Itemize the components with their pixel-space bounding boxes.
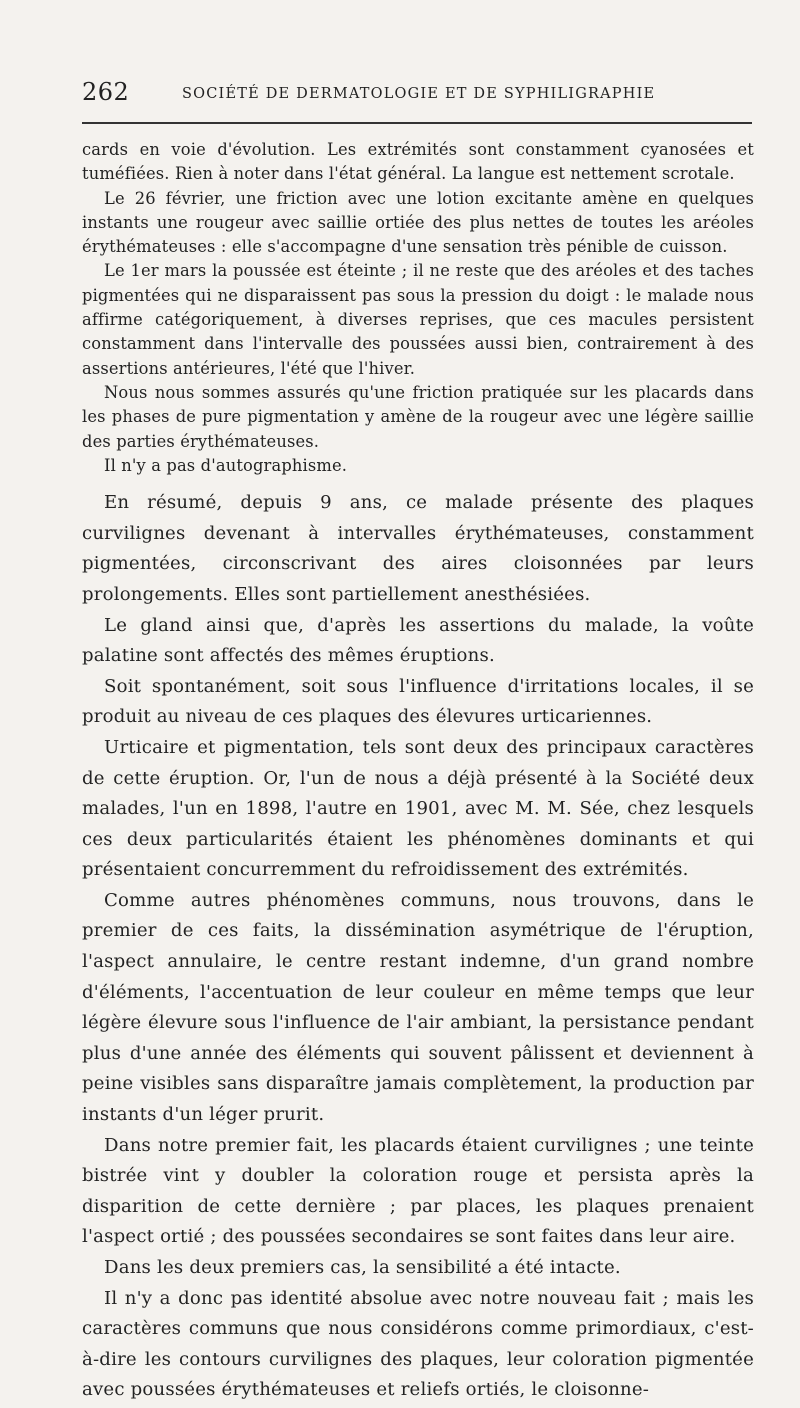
- summary-block: [82, 488, 754, 1406]
- paragraph: Dans notre premier fait, les placards étaient curvilignes ; une teinte bistrée vint y doubler la coloration rouge et persista après la disparition de cette dernière ; par places, les plaques prenaient l'aspect ortié ; des poussées secondaires se sont faites dans leur aire.: [82, 1134, 754, 1248]
- paragraph: Il n'y a donc pas identité absolue avec notre nouveau fait ; mais les caractères communs que nous considérons comme primordiaux, c'est-à-dire les contours curvilignes des plaques, leur coloration pigmentée avec poussées érythémateuses et reliefs ortiés, le cloisonne-: [82, 1287, 754, 1401]
- paragraph: En résumé, depuis 9 ans, ce malade présente des plaques curvilignes devenant à intervalles érythémateuses, constamment pigmentées, circonscrivant des aires cloisonnées par leurs prolongements. Elles sont partiellement anesthésiées.: [82, 492, 754, 605]
- running-title: SOCIÉTÉ DE DERMATOLOGIE ET DE SYPHILIGRAPHIE: [182, 86, 656, 102]
- page-header: [82, 78, 752, 118]
- paragraph: Urticaire et pigmentation, tels sont deux des principaux caractères de cette éruption. Or, l'un de nous a déjà présenté à la Société deux malades, l'un en 1898, l'autre en 1901, avec M. M. Sée, chez lesquels ces deux particularités étaient les phénomènes dominants et qui présentaient concurremment du refroidissement des extrémités.: [82, 736, 754, 881]
- paragraph: Le gland ainsi que, d'après les assertions du malade, la voûte palatine sont affectés des mêmes éruptions.: [82, 614, 754, 667]
- paragraph: Le 1er mars la poussée est éteinte ; il ne reste que des aréoles et des taches pigmentées qui ne disparaissent pas sous la pression du doigt : le malade nous affirme catégoriquement, à diverses reprises, que ces macules persistent constamment dans l'intervalle des poussées aussi bien, contrairement à des assertions antérieures, l'été que l'hiver.: [82, 261, 754, 378]
- paragraph: cards en voie d'évolution. Les extrémités sont constamment cyanosées et tuméfiées. Rien à noter dans l'état général. La langue est nettement scrotale.: [82, 140, 754, 184]
- paragraph: Le 26 février, une friction avec une lotion excitante amène en quelques instants une rougeur avec saillie ortiée des plus nettes de toutes les aréoles érythémateuses : elle s'accompagne d'une sensation très pénible de cuisson.: [82, 188, 754, 257]
- paragraph: Dans les deux premiers cas, la sensibilité a été intacte.: [104, 1257, 621, 1278]
- page-number: 262: [82, 78, 130, 106]
- paragraph: Soit spontanément, soit sous l'influence d'irritations locales, il se produit au niveau de ces plaques des élevures urticariennes.: [82, 675, 754, 728]
- body-text: [82, 138, 754, 1406]
- header-rule: [82, 122, 752, 124]
- paragraph: Nous nous sommes assurés qu'une friction pratiquée sur les placards dans les phases de pure pigmentation y amène de la rougeur avec une légère saillie des parties érythémateuses.: [82, 382, 754, 451]
- case-observation-block: [82, 138, 754, 478]
- paragraph: Comme autres phénomènes communs, nous trouvons, dans le premier de ces faits, la dissémination asymétrique de l'éruption, l'aspect annulaire, le centre restant indemne, d'un grand nombre d'éléments, l'accentuation de leur couleur en même temps que leur légère élevure sous l'influence de l'air ambiant, la persistance pendant plus d'une année des éléments qui souvent pâlissent et deviennent à peine visibles sans disparaître jamais complètement, la production par instants d'un léger prurit.: [82, 889, 754, 1126]
- paragraph: Il n'y a pas d'autographisme.: [104, 455, 348, 475]
